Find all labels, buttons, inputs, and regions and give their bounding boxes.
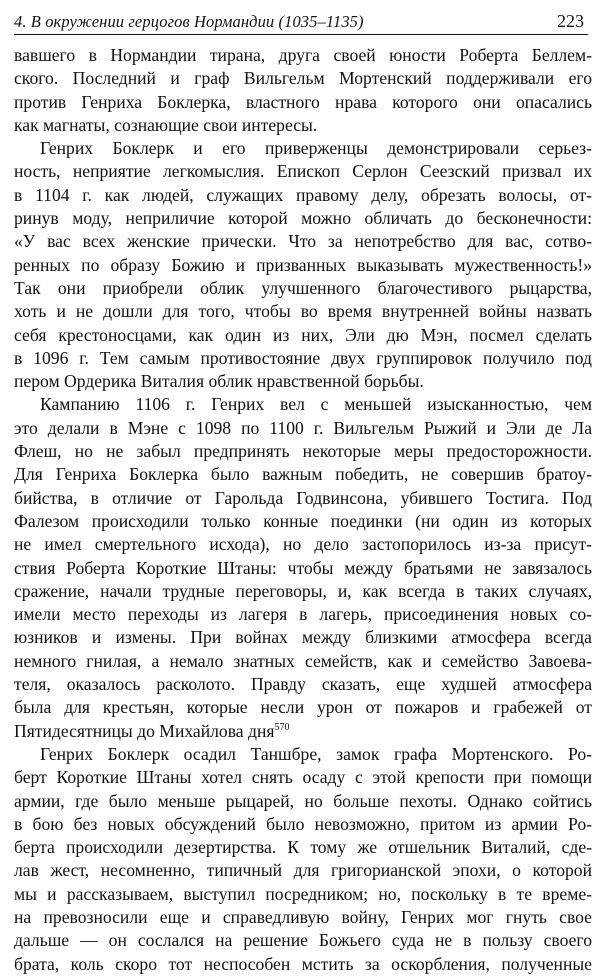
text-line: Флеш, но не забыл предпринять некоторые меры предосторожности. bbox=[14, 441, 592, 462]
text-line: в бою без новых обсуждений было невозможно, притом из армии Ро- bbox=[14, 813, 592, 834]
text-line: сражение, начали трудные переговоры, и, как всегда в таких случаях, bbox=[14, 580, 592, 601]
text-line: берта происходили дезертирства. К тому же отшельник Виталий, сде- bbox=[14, 837, 592, 858]
text-line-content: Пятидесятницы до Михайлова дня bbox=[14, 720, 275, 741]
text-line: это делали в Мэне с 1098 по 1100 г. Вильгельм Рыжий и Эли де Ла bbox=[14, 417, 592, 438]
text-line: Генрих Боклерк и его приверженцы демонстрировали серьез- bbox=[40, 138, 592, 159]
footnote-reference[interactable]: 570 bbox=[274, 721, 290, 733]
page-number: 223 bbox=[557, 11, 584, 31]
text-line: в 1104 г. как людей, служащих правому делу, обрезать волосы, от- bbox=[14, 184, 592, 205]
text-line: «У вас всех женские прически. Что за непотребство для вас, сотво- bbox=[14, 231, 592, 252]
text-line: ринув моду, неприличие которой можно обличать до бесконечности: bbox=[14, 208, 592, 229]
paragraph bbox=[14, 137, 592, 393]
text-line: ского. Последний и граф Вильгельм Мортенский поддерживали его bbox=[14, 68, 592, 89]
text-line: юзников и измены. При войнах между близкими атмосфера всегда bbox=[14, 627, 592, 648]
text-line: берт Короткие Штаны хотел снять осаду с этой крепости при помощи bbox=[14, 767, 592, 788]
text-line: Так они приобрели облик улучшенного благочестивого рыцарства, bbox=[14, 277, 592, 298]
text-line: армии, где было меньше рыцарей, но больше пехоты. Однако сойтись bbox=[14, 790, 592, 811]
text-line: вавшего в Нормандии тирана, друга своей юности Роберта Беллем- bbox=[14, 45, 592, 65]
chapter-title: 4. В окружении герцогов Нормандии (1035–1135) bbox=[14, 12, 364, 31]
text-line: мы и рассказываем, выступил посредником; но, поскольку в те време- bbox=[14, 883, 592, 904]
text-line: ность, неприятие легкомыслия. Епископ Серлон Сеезский призвал их bbox=[14, 161, 592, 182]
text-line: пером Ордерика Виталия облик нравственной борьбы. bbox=[14, 371, 424, 392]
body-text bbox=[14, 44, 592, 976]
paragraph bbox=[14, 44, 592, 137]
text-line: против Генриха Боклерка, властного нрава которого они опасались bbox=[14, 91, 592, 112]
text-line: в 1096 г. Тем самым противостояние двух группировок получило под bbox=[14, 347, 592, 368]
text-line: Фалезом происходили только конные поединки (ни один из которых bbox=[14, 510, 592, 531]
text-line: бийства, в отличие от Гарольда Годвинсона, убившего Тостига. Под bbox=[14, 487, 592, 508]
text-line: лав жест, несомненно, типичный для григорианской эпохи, о которой bbox=[14, 860, 592, 881]
text-line: ренных по образу Божию и призванных выказывать мужественность!» bbox=[14, 254, 592, 275]
text-line: себя крестоносцами, как один из них, Эли дю Мэн, посмел сделать bbox=[14, 324, 592, 345]
text-line: брата, коль скоро тот неспособен мстить за оскорбления, полученные bbox=[14, 953, 592, 974]
paragraph bbox=[14, 743, 592, 976]
text-line: дальше — он сослался на решение Божьего суда не в пользу своего bbox=[14, 930, 592, 951]
text-line: ствия Роберта Короткие Штаны: чтобы между братьями не завязалось bbox=[14, 557, 592, 578]
text-line: была для крестьян, которые несли урон от пожаров и грабежей от bbox=[14, 697, 592, 718]
text-line: хоть и не дошли для того, чтобы во время внутренней войны назвать bbox=[14, 301, 592, 322]
paragraph bbox=[14, 393, 592, 742]
text-line: теля, оказалось расколото. Правду сказать, еще худшей атмосфера bbox=[14, 674, 592, 695]
text-line: Кампанию 1106 г. Генрих вел с меньшей изысканностью, чем bbox=[40, 394, 592, 415]
running-header bbox=[14, 8, 588, 35]
text-line: не имел смертельного исхода), но дело застопорилось из-за присут- bbox=[14, 534, 592, 555]
text-line: Для Генриха Боклерка было важным победить, не совершив братоу- bbox=[14, 464, 592, 485]
text-line-with-footnote bbox=[14, 720, 592, 743]
text-line: немного гнилая, а немало знатных семейств, как и семейство Завоева- bbox=[14, 650, 592, 671]
text-line: как магнаты, сознающие свои интересы. bbox=[14, 114, 318, 135]
text-line: Генрих Боклерк осадил Таншбре, замок графа Мортенского. Ро- bbox=[40, 743, 592, 764]
text-line: имели место переходы из лагеря в лагерь, присоединения новых со- bbox=[14, 604, 592, 625]
text-line: на превозносили еще и справедливую войну, Генрих мог гнуть свое bbox=[14, 906, 592, 927]
